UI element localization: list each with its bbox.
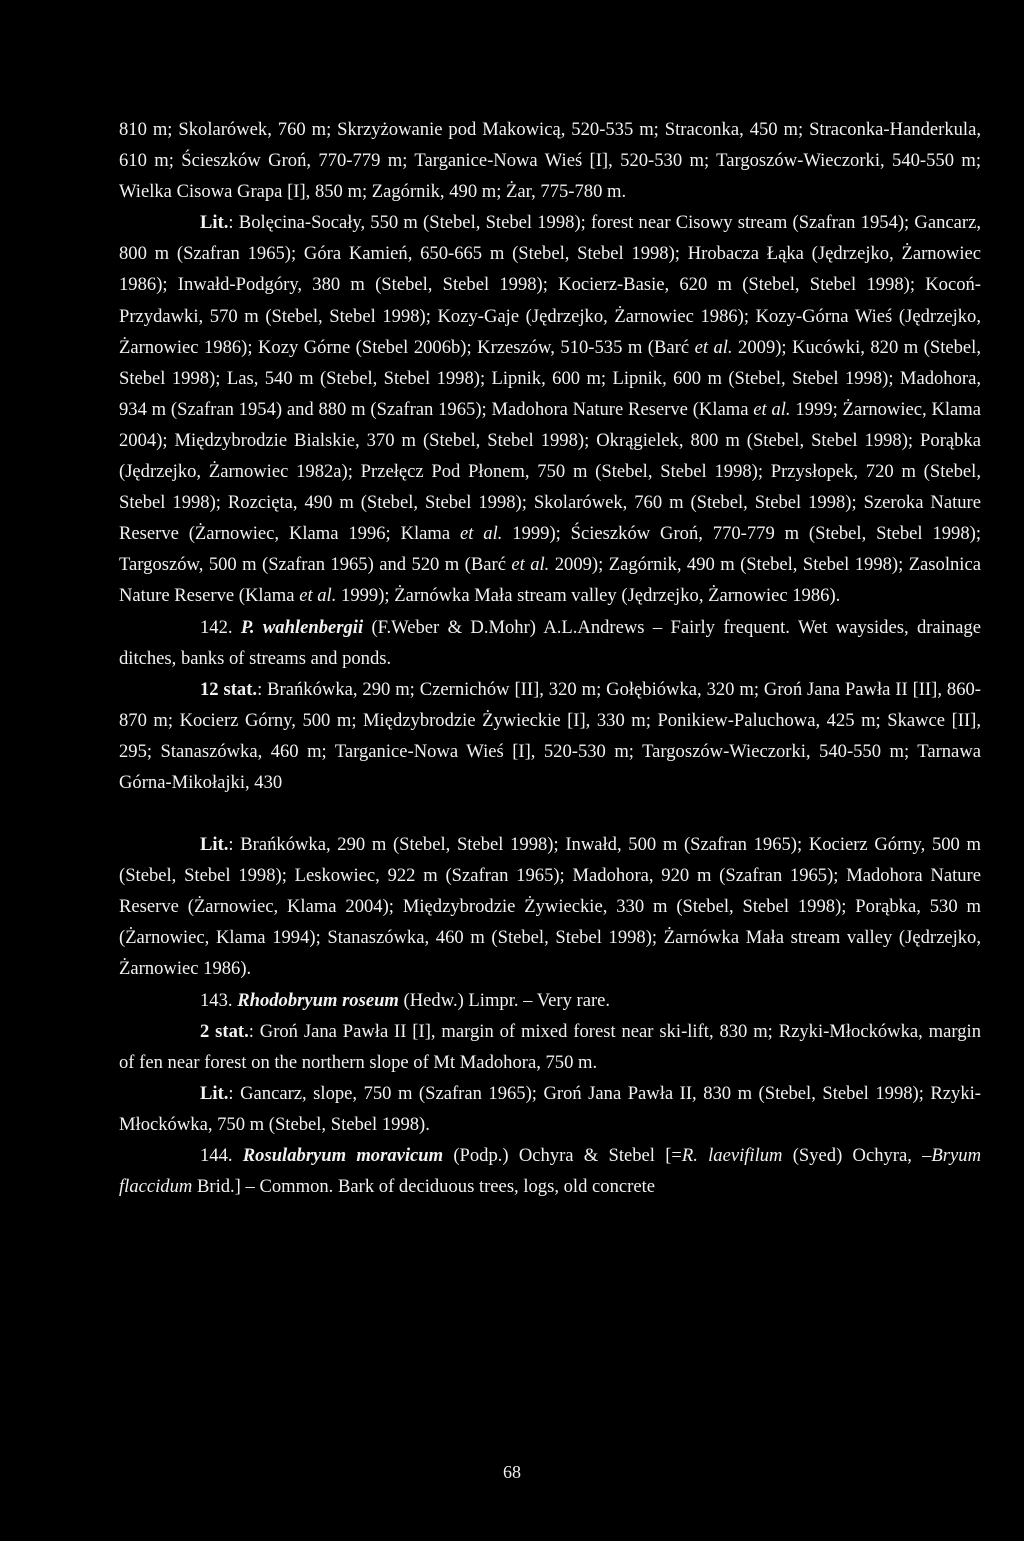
continuation-paragraph [119,114,981,207]
stations-label: 2 stat. [200,1020,249,1042]
lit-label: Lit. [200,1082,229,1104]
species-143-entry [119,985,981,1016]
stations-text: : Groń Jana Pawła II [I], margin of mixed forest near ski-lift, 830 m; Rzyki-Młockówka, margin of fen near forest on the northern slope of Mt Madohora, 750 m. [119,1020,981,1073]
lit-label: Lit. [200,834,229,856]
species-number: 142. [200,616,233,638]
species-description: (Syed) Ochyra, – [782,1145,932,1166]
lit-label: Lit. [200,212,229,234]
species-143-stations [119,1016,981,1078]
lit-text: 1999); Ścieszków Groń, 770-779 m (Stebel, Stebel 1998); Targoszów, 500 m (Szafran 1965) and 520 m (Barć [119,523,981,576]
page-number: 68 [503,1462,521,1482]
lit-text: 2009); Zagórnik, 490 m (Stebel, Stebel 1998); Zasolnica Nature Reserve (Klama [119,554,981,607]
species-142-entry [119,612,981,674]
species-143-literature [119,1078,981,1140]
page-body [119,114,981,1202]
species-142-stations [119,674,981,798]
species-description: (Hedw.) Limpr. – Very rare. [398,989,611,1011]
literature-paragraph [119,207,981,611]
continuation-text: 810 m; Skolarówek, 760 m; Skrzyżowanie pod Makowicą, 520-535 m; Straconka, 450 m; Straconka-Handerkula, 610 m; Ścieszków Groń, 770-779 m; Targanice-Nowa Wieś [I], 520-530 m; Targoszów-Wieczorki, 540-550 m; Wielka Cisowa Grapa [I], 850 m; Zagórnik, 490 m; Żar, 775-780 m. [119,119,981,203]
et-al: et al. [694,336,733,358]
species-number: 143. [200,989,233,1011]
et-al: et al. [299,585,337,607]
species-description: (F.Weber & D.Mohr) A.L.Andrews – Fairly frequent. Wet waysides, drainage ditches, banks of streams and ponds. [119,616,981,669]
et-al: et al. [753,398,791,420]
lit-text: 1999); Żarnówka Mała stream valley (Jędrzejko, Żarnowiec 1986). [336,585,841,607]
synonym-name: Bryum flaccidum [119,1145,981,1198]
synonym-name: R. laevifilum [681,1145,783,1166]
lit-text: : Brańkówka, 290 m (Stebel, Stebel 1998); Inwałd, 500 m (Szafran 1965); Kocierz Górny, 500 m (Stebel, Stebel 1998); Leskowiec, 922 m (Szafran 1965); Madohora, 920 m (Szafran 1965); Madohora Nature Reserve (Żarnowiec, Klama 2004); Międzybrodzie Żywieckie, 330 m (Stebel, Stebel 1998); Porąbka, 530 m (Żarnowiec, Klama 1994); Stanaszówka, 460 m (Stebel, Stebel 1998); Żarnówka Mała stream valley (Jędrzejko, Żarnowiec 1986). [119,834,981,980]
species-name: P. wahlenbergii [240,616,364,638]
stations-label: 12 stat. [200,678,258,700]
species-name: Rosulabryum moravicum [242,1145,444,1166]
stations-text: : Brańkówka, 290 m; Czernichów [II], 320 m; Gołębiówka, 320 m; Groń Jana Pawła II [II], 860-870 m; Kocierz Górny, 500 m; Międzybrodzie Żywieckie [I], 330 m; Ponikiew-Paluchowa, 425 m; Skawce [II], 295; Stanaszówka, 460 m; Targanice-Nowa Wieś [I], 520-530 m; Targoszów-Wieczorki, 540-550 m; Tarnawa Górna-Mikołajki, 430 [119,678,981,793]
species-name: Rhodobryum roseum [237,989,399,1011]
species-142-literature [119,829,981,984]
et-al: et al. [511,554,550,576]
species-number: 144. [200,1145,233,1166]
lit-text: : Gancarz, slope, 750 m (Szafran 1965); Groń Jana Pawła II, 830 m (Stebel, Stebel 1998); Rzyki-Młockówka, 750 m (Stebel, Stebel 1998). [119,1082,981,1135]
species-description: (Podp.) Ochyra & Stebel [= [443,1145,682,1166]
species-description: Brid.] – Common. Bark of deciduous trees, logs, old concrete [192,1176,656,1198]
et-al: et al. [460,523,503,545]
lit-text: : Bolęcina-Socały, 550 m (Stebel, Stebel 1998); forest near Cisowy stream (Szafran 1954); Gancarz, 800 m (Szafran 1965); Góra Kamień, 650-665 m (Stebel, Stebel 1998); Hrobacza Łąka (Jędrzejko, Żarnowiec 1986); Inwałd-Podgóry, 380 m (Stebel, Stebel 1998); Kocierz-Basie, 620 m (Stebel, Stebel 1998); Kocoń-Przydawki, 570 m (Stebel, Stebel 1998); Kozy-Gaje (Jędrzejko, Żarnowiec 1986); Kozy-Górna Wieś (Jędrzejko, Żarnowiec 1986); Kozy Górne (Stebel 2006b); Krzeszów, 510-535 m (Barć [119,212,981,358]
species-144-entry [119,1140,981,1202]
lit-text: 2009); Kucówki, 820 m (Stebel, Stebel 1998); Las, 540 m (Stebel, Stebel 1998); Lipnik, 600 m; Lipnik, 600 m (Stebel, Stebel 1998); Madohora, 934 m (Szafran 1954) and 880 m (Szafran 1965); Madohora Nature Reserve (Klama [119,336,981,420]
lit-text: 1999; Żarnowiec, Klama 2004); Międzybrodzie Bialskie, 370 m (Stebel, Stebel 1998); Okrągielek, 800 m (Stebel, Stebel 1998); Porąbka (Jędrzejko, Żarnowiec 1982a); Przełęcz Pod Płonem, 750 m (Stebel, Stebel 1998); Przysłopek, 720 m (Stebel, Stebel 1998); Rozcięta, 490 m (Stebel, Stebel 1998); Skolarówek, 760 m (Stebel, Stebel 1998); Szeroka Nature Reserve (Żarnowiec, Klama 1996; Klama [119,398,982,545]
